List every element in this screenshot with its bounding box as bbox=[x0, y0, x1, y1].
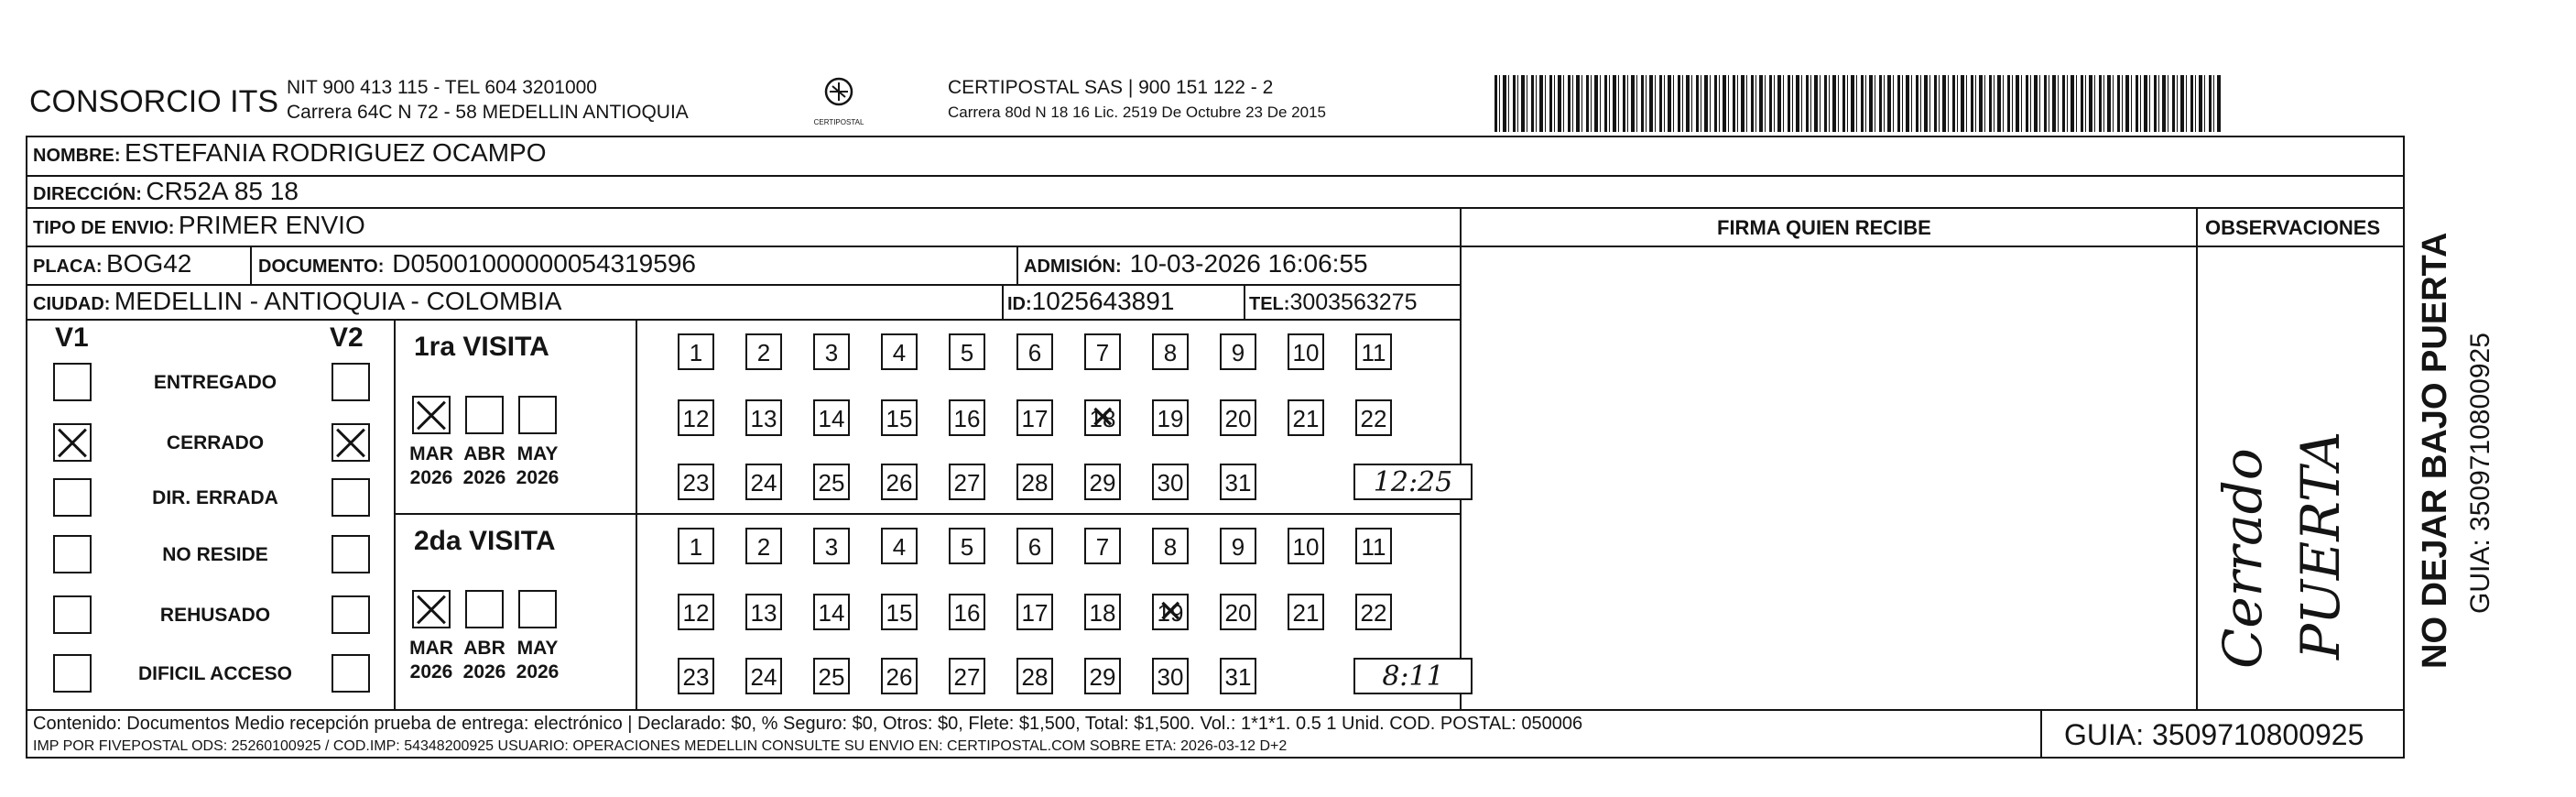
status-option-label: CERRADO bbox=[166, 432, 265, 453]
direccion-row bbox=[33, 177, 299, 206]
observaciones-header: OBSERVACIONES bbox=[2205, 216, 2381, 239]
tel-value: 3003563275 bbox=[1289, 289, 1418, 315]
admision-row bbox=[1024, 249, 1368, 278]
year-label: 2026 bbox=[409, 661, 453, 682]
day-box[interactable]: 12 bbox=[678, 399, 714, 436]
day-box[interactable]: 19 bbox=[1152, 399, 1189, 436]
tel-label: TEL: bbox=[1249, 294, 1290, 314]
day-box[interactable]: 6 bbox=[1016, 528, 1053, 564]
day-box[interactable]: 22 bbox=[1355, 399, 1392, 436]
day-box[interactable]: 27 bbox=[949, 658, 985, 694]
tipo-label: TIPO DE ENVIO: bbox=[33, 218, 175, 238]
barcode bbox=[1495, 75, 2223, 132]
day-box[interactable]: 5 bbox=[949, 333, 985, 370]
documento-row bbox=[258, 249, 696, 278]
handwritten-note-1: Cerrado bbox=[2212, 448, 2274, 669]
status-option-label: REHUSADO bbox=[159, 605, 271, 626]
visit-time[interactable]: 12:25 bbox=[1353, 464, 1473, 500]
day-box[interactable]: 18 ✕ bbox=[1084, 399, 1121, 436]
day-box[interactable]: 15 bbox=[881, 399, 918, 436]
day-box[interactable]: 26 bbox=[881, 658, 918, 694]
ciudad-row bbox=[33, 287, 561, 316]
status-option-label: DIFICIL ACCESO bbox=[137, 663, 292, 684]
month-checkbox[interactable] bbox=[518, 590, 557, 628]
day-box[interactable]: 4 bbox=[881, 333, 918, 370]
day-box[interactable]: 27 bbox=[949, 464, 985, 500]
day-box[interactable]: 1 bbox=[678, 528, 714, 564]
company-contact bbox=[287, 75, 689, 125]
month-label: MAR bbox=[409, 638, 453, 659]
side-warning: NO DEJAR BAJO PUERTA bbox=[2416, 232, 2454, 669]
day-box[interactable]: 18 bbox=[1084, 594, 1121, 630]
day-box[interactable]: 17 bbox=[1016, 594, 1053, 630]
handwritten-note-2: PUERTA bbox=[2289, 431, 2352, 660]
v1-checkbox[interactable] bbox=[53, 654, 92, 693]
day-box[interactable]: 28 bbox=[1016, 658, 1053, 694]
day-box[interactable]: 29 bbox=[1084, 658, 1121, 694]
day-box[interactable]: 9 bbox=[1220, 333, 1256, 370]
day-box[interactable]: 8 bbox=[1152, 528, 1189, 564]
day-box[interactable]: 24 bbox=[745, 464, 782, 500]
day-box[interactable]: 21 bbox=[1288, 399, 1324, 436]
day-box[interactable]: 8 bbox=[1152, 333, 1189, 370]
id-row bbox=[1007, 287, 1174, 316]
year-label: 2026 bbox=[516, 467, 560, 488]
v2-checkbox[interactable] bbox=[332, 363, 370, 401]
nombre-label: NOMBRE: bbox=[33, 146, 121, 166]
day-box[interactable]: 17 bbox=[1016, 399, 1053, 436]
status-option-label: ENTREGADO bbox=[153, 372, 277, 393]
day-box[interactable]: 2 bbox=[745, 528, 782, 564]
day-box[interactable]: 25 bbox=[813, 464, 850, 500]
v2-checkbox[interactable] bbox=[332, 654, 370, 693]
day-box[interactable]: 31 bbox=[1220, 658, 1256, 694]
year-label: 2026 bbox=[516, 661, 560, 682]
day-box[interactable]: 29 bbox=[1084, 464, 1121, 500]
cert-address: Carrera 80d N 18 16 Lic. 2519 De Octubre 23 De 2015 bbox=[948, 104, 1326, 121]
status-option-label: NO RESIDE bbox=[162, 544, 268, 565]
v2-checkbox[interactable] bbox=[332, 478, 370, 517]
v1-checkbox[interactable] bbox=[53, 535, 92, 573]
v1-checkbox[interactable] bbox=[53, 478, 92, 517]
placa-label: PLACA: bbox=[33, 257, 103, 277]
month-label: MAR bbox=[409, 443, 453, 464]
day-box[interactable]: 10 bbox=[1288, 528, 1324, 564]
visit-title: 2da VISITA bbox=[414, 526, 556, 556]
day-box[interactable]: 30 bbox=[1152, 658, 1189, 694]
tipo-value: PRIMER ENVIO bbox=[178, 211, 365, 239]
day-box[interactable]: 19 ✕ bbox=[1152, 594, 1189, 630]
month-label: MAY bbox=[516, 443, 559, 464]
day-box[interactable]: 1 bbox=[678, 333, 714, 370]
certipostal-info bbox=[948, 75, 1326, 125]
guia-number: GUIA: 3509710800925 bbox=[2064, 718, 2364, 751]
day-box[interactable]: 13 bbox=[745, 594, 782, 630]
day-box[interactable]: 6 bbox=[1016, 333, 1053, 370]
day-box[interactable]: 10 bbox=[1288, 333, 1324, 370]
v1-checkbox[interactable] bbox=[53, 423, 92, 462]
day-box[interactable]: 9 bbox=[1220, 528, 1256, 564]
day-box[interactable]: 26 bbox=[881, 464, 918, 500]
day-box[interactable]: 11 bbox=[1355, 528, 1392, 564]
company-name: CONSORCIO ITS bbox=[29, 84, 279, 119]
visit-time[interactable]: 8:11 bbox=[1353, 658, 1473, 694]
tel-row bbox=[1249, 289, 1417, 316]
month-label: ABR bbox=[463, 638, 505, 659]
day-box[interactable]: 4 bbox=[881, 528, 918, 564]
v2-label: V2 bbox=[330, 322, 364, 353]
year-label: 2026 bbox=[462, 467, 506, 488]
day-box[interactable]: 22 bbox=[1355, 594, 1392, 630]
documento-value: D05001000000054319596 bbox=[392, 249, 696, 278]
logo-text: CERTIPOSTAL bbox=[813, 118, 864, 126]
placa-row bbox=[33, 249, 191, 278]
mid-divider bbox=[26, 246, 2405, 247]
nombre-value: ESTEFANIA RODRIGUEZ OCAMPO bbox=[125, 138, 547, 167]
id-label: ID: bbox=[1007, 294, 1032, 314]
day-box[interactable]: 3 bbox=[813, 333, 850, 370]
v2-checkbox[interactable] bbox=[332, 595, 370, 634]
tipo-row bbox=[33, 211, 365, 240]
day-box[interactable]: 14 bbox=[813, 594, 850, 630]
month-checkbox[interactable] bbox=[465, 396, 504, 434]
year-label: 2026 bbox=[409, 467, 453, 488]
direccion-value: CR52A 85 18 bbox=[146, 177, 299, 205]
documento-label: DOCUMENTO: bbox=[258, 257, 385, 277]
v1-checkbox[interactable] bbox=[53, 363, 92, 401]
footer-imp: IMP POR FIVEPOSTAL ODS: 25260100925 / COD.IMP: 54348200925 USUARIO: OPERACIONES MEDELLIN CONSULTE SU ENVIO EN: CERTIPOSTAL.COM SOBRE ETA: 2026-03-12 D+2 bbox=[33, 738, 1288, 754]
day-box[interactable]: 5 bbox=[949, 528, 985, 564]
month-label: ABR bbox=[463, 443, 505, 464]
day-box[interactable]: 7 bbox=[1084, 333, 1121, 370]
ciudad-label: CIUDAD: bbox=[33, 294, 111, 314]
day-box[interactable]: 16 bbox=[949, 399, 985, 436]
day-box[interactable]: 20 bbox=[1220, 594, 1256, 630]
day-box[interactable]: 3 bbox=[813, 528, 850, 564]
day-box[interactable]: 28 bbox=[1016, 464, 1053, 500]
v1-checkbox[interactable] bbox=[53, 595, 92, 634]
v2-checkbox[interactable] bbox=[332, 535, 370, 573]
day-box[interactable]: 14 bbox=[813, 399, 850, 436]
address-line: Carrera 64C N 72 - 58 MEDELLIN ANTIOQUIA bbox=[287, 102, 689, 123]
status-option-label: DIR. ERRADA bbox=[152, 487, 278, 508]
day-box[interactable]: 31 bbox=[1220, 464, 1256, 500]
day-box[interactable]: 30 bbox=[1152, 464, 1189, 500]
day-box[interactable]: 21 bbox=[1288, 594, 1324, 630]
month-label: MAY bbox=[516, 638, 559, 659]
admision-value: 10-03-2026 16:06:55 bbox=[1129, 249, 1368, 278]
id-value: 1025643891 bbox=[1031, 287, 1175, 315]
v1-label: V1 bbox=[55, 322, 89, 353]
nit-line: NIT 900 413 115 - TEL 604 3201000 bbox=[287, 77, 597, 98]
footer-content: Contenido: Documentos Medio recepción prueba de entrega: electrónico | Declarado: $0, % Seguro: $0, Otros: $0, Flete: $1,500, Total: $1,500. Vol.: 1*1*1. 0.5 1 Unid. COD. POSTAL: 050006 bbox=[33, 714, 1583, 734]
placa-value: BOG42 bbox=[106, 249, 192, 278]
label-frame bbox=[26, 136, 2405, 759]
year-label: 2026 bbox=[462, 661, 506, 682]
day-box[interactable]: 7 bbox=[1084, 528, 1121, 564]
visit-title: 1ra VISITA bbox=[414, 332, 549, 362]
nombre-row bbox=[33, 138, 547, 168]
day-box[interactable]: 23 bbox=[678, 464, 714, 500]
month-checkbox[interactable] bbox=[412, 396, 451, 434]
v2-checkbox[interactable] bbox=[332, 423, 370, 462]
firma-header: FIRMA QUIEN RECIBE bbox=[1717, 216, 1931, 239]
day-box[interactable]: 16 bbox=[949, 594, 985, 630]
ciudad-value: MEDELLIN - ANTIOQUIA - COLOMBIA bbox=[114, 287, 562, 315]
month-checkbox[interactable] bbox=[465, 590, 504, 628]
day-box[interactable]: 13 bbox=[745, 399, 782, 436]
month-checkbox[interactable] bbox=[412, 590, 451, 628]
month-checkbox[interactable] bbox=[518, 396, 557, 434]
day-box[interactable]: 25 bbox=[813, 658, 850, 694]
day-box[interactable]: 2 bbox=[745, 333, 782, 370]
day-box[interactable]: 12 bbox=[678, 594, 714, 630]
side-guia: GUIA: 3509710800925 bbox=[2465, 333, 2495, 614]
day-box[interactable]: 23 bbox=[678, 658, 714, 694]
day-box[interactable]: 11 bbox=[1355, 333, 1392, 370]
direccion-label: DIRECCIÓN: bbox=[33, 184, 142, 204]
day-box[interactable]: 20 bbox=[1220, 399, 1256, 436]
admision-label: ADMISIÓN: bbox=[1024, 257, 1122, 277]
day-box[interactable]: 15 bbox=[881, 594, 918, 630]
day-box[interactable]: 24 bbox=[745, 658, 782, 694]
certipostal-logo bbox=[810, 71, 868, 126]
cert-line: CERTIPOSTAL SAS | 900 151 122 - 2 bbox=[948, 77, 1274, 98]
